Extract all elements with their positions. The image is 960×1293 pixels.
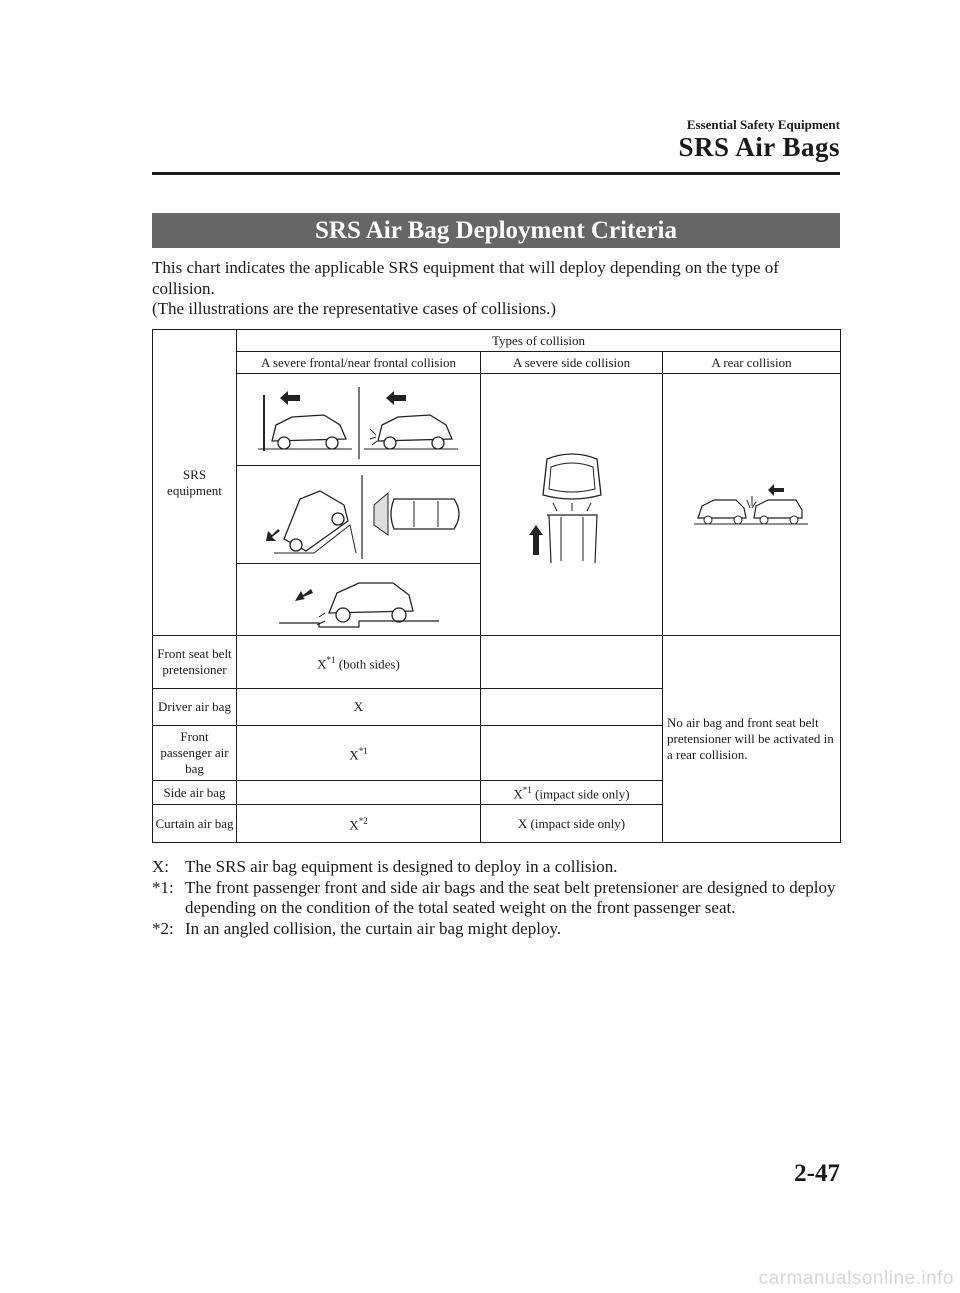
footnotes (152, 857, 852, 939)
rear-note-cell: No air bag and front seat belt pretensioner will be activated in a rear collision. (663, 636, 841, 843)
footnote-x: X: The SRS air bag equipment is designed to deploy in a collision. (152, 857, 618, 876)
cell-driver-side (481, 689, 663, 726)
section-label: Essential Safety Equipment (686, 117, 840, 132)
section-banner: SRS Air Bag Deployment Criteria (152, 213, 840, 248)
types-header: Types of collision (237, 330, 841, 352)
offset-collision-icon (244, 469, 474, 561)
footnote-1: *1: The front passenger front and side air bags and the seat belt pretensioner are designed to deploy depending on the condition of the total seated weight on the front passenger seat. (152, 877, 836, 917)
row-label-passenger-airbag: Front passenger air bag (153, 726, 237, 781)
deployment-criteria-table (152, 329, 841, 843)
cell-passenger-side (481, 726, 663, 781)
cell-curtain-frontal: $X^{*2}$ (237, 805, 481, 843)
row-label-driver-airbag: Driver air bag (153, 689, 237, 726)
cell-pretensioner-side (481, 636, 663, 689)
corner-label: SRS equipment (167, 466, 222, 498)
rear-collision-icon (692, 480, 812, 530)
col-header-frontal: A severe frontal/near frontal collision (237, 352, 481, 374)
cell-sideairbag-frontal (237, 781, 481, 805)
side-collision-icon (517, 445, 627, 565)
row-label-curtain-airbag: Curtain air bag (153, 805, 237, 843)
col-header-side: A severe side collision (481, 352, 663, 374)
frontal-collision-icon (244, 377, 474, 463)
watermark: carmanualsonline.info (758, 1268, 954, 1289)
side-illustration (481, 374, 663, 636)
rear-illustration (663, 374, 841, 636)
intro-line-2: (The illustrations are the representative cases of collisions.) (152, 299, 557, 318)
page-number: 2-47 (794, 1160, 840, 1187)
cell-sideairbag-side: $X^{*1}$ (impact side only) (481, 781, 663, 805)
page-title: SRS Air Bags (678, 132, 840, 162)
intro-line-1: This chart indicates the applicable SRS equipment that will deploy depending on the type of collision. (152, 258, 779, 298)
header-divider (152, 172, 840, 175)
row-label-pretensioner: Front seat belt pretensioner (153, 636, 237, 689)
footnote-2: *2: In an angled collision, the curtain air bag might deploy. (152, 918, 562, 938)
cell-pretensioner-frontal: $X^{*1}$ (both sides) (237, 636, 481, 689)
frontal-illustration-1 (237, 374, 481, 466)
frontal-illustration-2 (237, 466, 481, 564)
corner-cell (153, 330, 237, 636)
row-label-side-airbag: Side air bag (153, 781, 237, 805)
cell-driver-frontal: X (237, 689, 481, 726)
intro-text (152, 258, 840, 320)
cell-passenger-frontal: $X^{*1}$ (237, 726, 481, 781)
underbody-collision-icon (259, 567, 459, 633)
frontal-illustration-3 (237, 564, 481, 636)
cell-curtain-side: X (impact side only) (481, 805, 663, 843)
col-header-rear: A rear collision (663, 352, 841, 374)
